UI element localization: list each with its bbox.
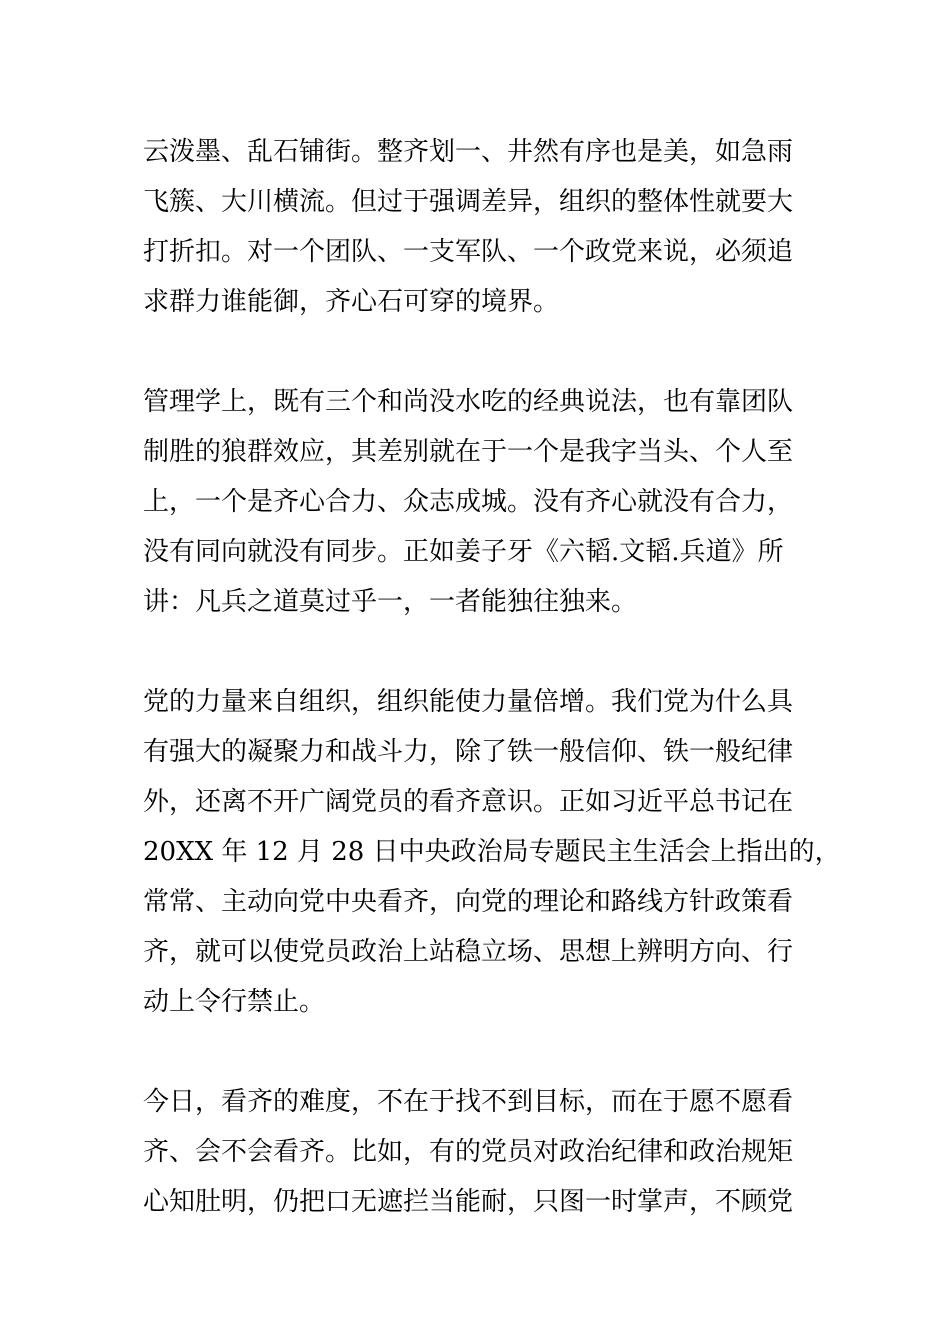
paragraph-line: 今日，看齐的难度，不在于找不到目标，而在于愿不愿看 bbox=[143, 1087, 794, 1117]
paragraph-spacer bbox=[143, 327, 813, 377]
paragraph-line: 有强大的凝聚力和战斗力，除了铁一般信仰、铁一般纪律 bbox=[143, 737, 794, 767]
paragraph-spacer bbox=[143, 627, 813, 677]
paragraph-4 bbox=[143, 1077, 813, 1227]
paragraph-line: 齐，就可以使党员政治上站稳立场、思想上辨明方向、行 bbox=[143, 937, 794, 967]
paragraph-line: 20XX 年 12 月 28 日中央政治局专题民主生活会上指出的， bbox=[143, 837, 841, 867]
paragraph-line: 打折扣。对一个团队、一支军队、一个政党来说，必须追 bbox=[143, 237, 794, 267]
paragraph-line: 常常、主动向党中央看齐，向党的理论和路线方针政策看 bbox=[143, 887, 794, 917]
paragraph-3 bbox=[143, 677, 841, 1027]
paragraph-line: 讲：凡兵之道莫过乎一，一者能独往独来。 bbox=[143, 587, 638, 617]
paragraph-2 bbox=[143, 377, 813, 627]
paragraph-line: 上，一个是齐心合力、众志成城。没有齐心就没有合力， bbox=[143, 487, 794, 517]
paragraph-1 bbox=[143, 127, 813, 327]
paragraph-line: 没有同向就没有同步。正如姜子牙《六韬.文韬.兵道》所 bbox=[143, 537, 784, 567]
document-body bbox=[143, 127, 841, 1227]
paragraph-line: 齐、会不会看齐。比如，有的党员对政治纪律和政治规矩 bbox=[143, 1137, 794, 1167]
paragraph-spacer bbox=[143, 1027, 813, 1077]
paragraph-line: 制胜的狼群效应，其差别就在于一个是我字当头、个人至 bbox=[143, 437, 794, 467]
paragraph-line: 动上令行禁止。 bbox=[143, 987, 326, 1017]
paragraph-line: 党的力量来自组织，组织能使力量倍增。我们党为什么具 bbox=[143, 687, 794, 717]
paragraph-line: 求群力谁能御，齐心石可穿的境界。 bbox=[143, 287, 560, 317]
paragraph-line: 心知肚明，仍把口无遮拦当能耐，只图一时掌声，不顾党 bbox=[143, 1187, 794, 1217]
paragraph-line: 外，还离不开广阔党员的看齐意识。正如习近平总书记在 bbox=[143, 787, 794, 817]
paragraph-line: 云泼墨、乱石铺街。整齐划一、井然有序也是美，如急雨 bbox=[143, 137, 794, 167]
paragraph-line: 管理学上，既有三个和尚没水吃的经典说法，也有靠团队 bbox=[143, 387, 794, 417]
paragraph-line: 飞簇、大川横流。但过于强调差异，组织的整体性就要大 bbox=[143, 187, 794, 217]
